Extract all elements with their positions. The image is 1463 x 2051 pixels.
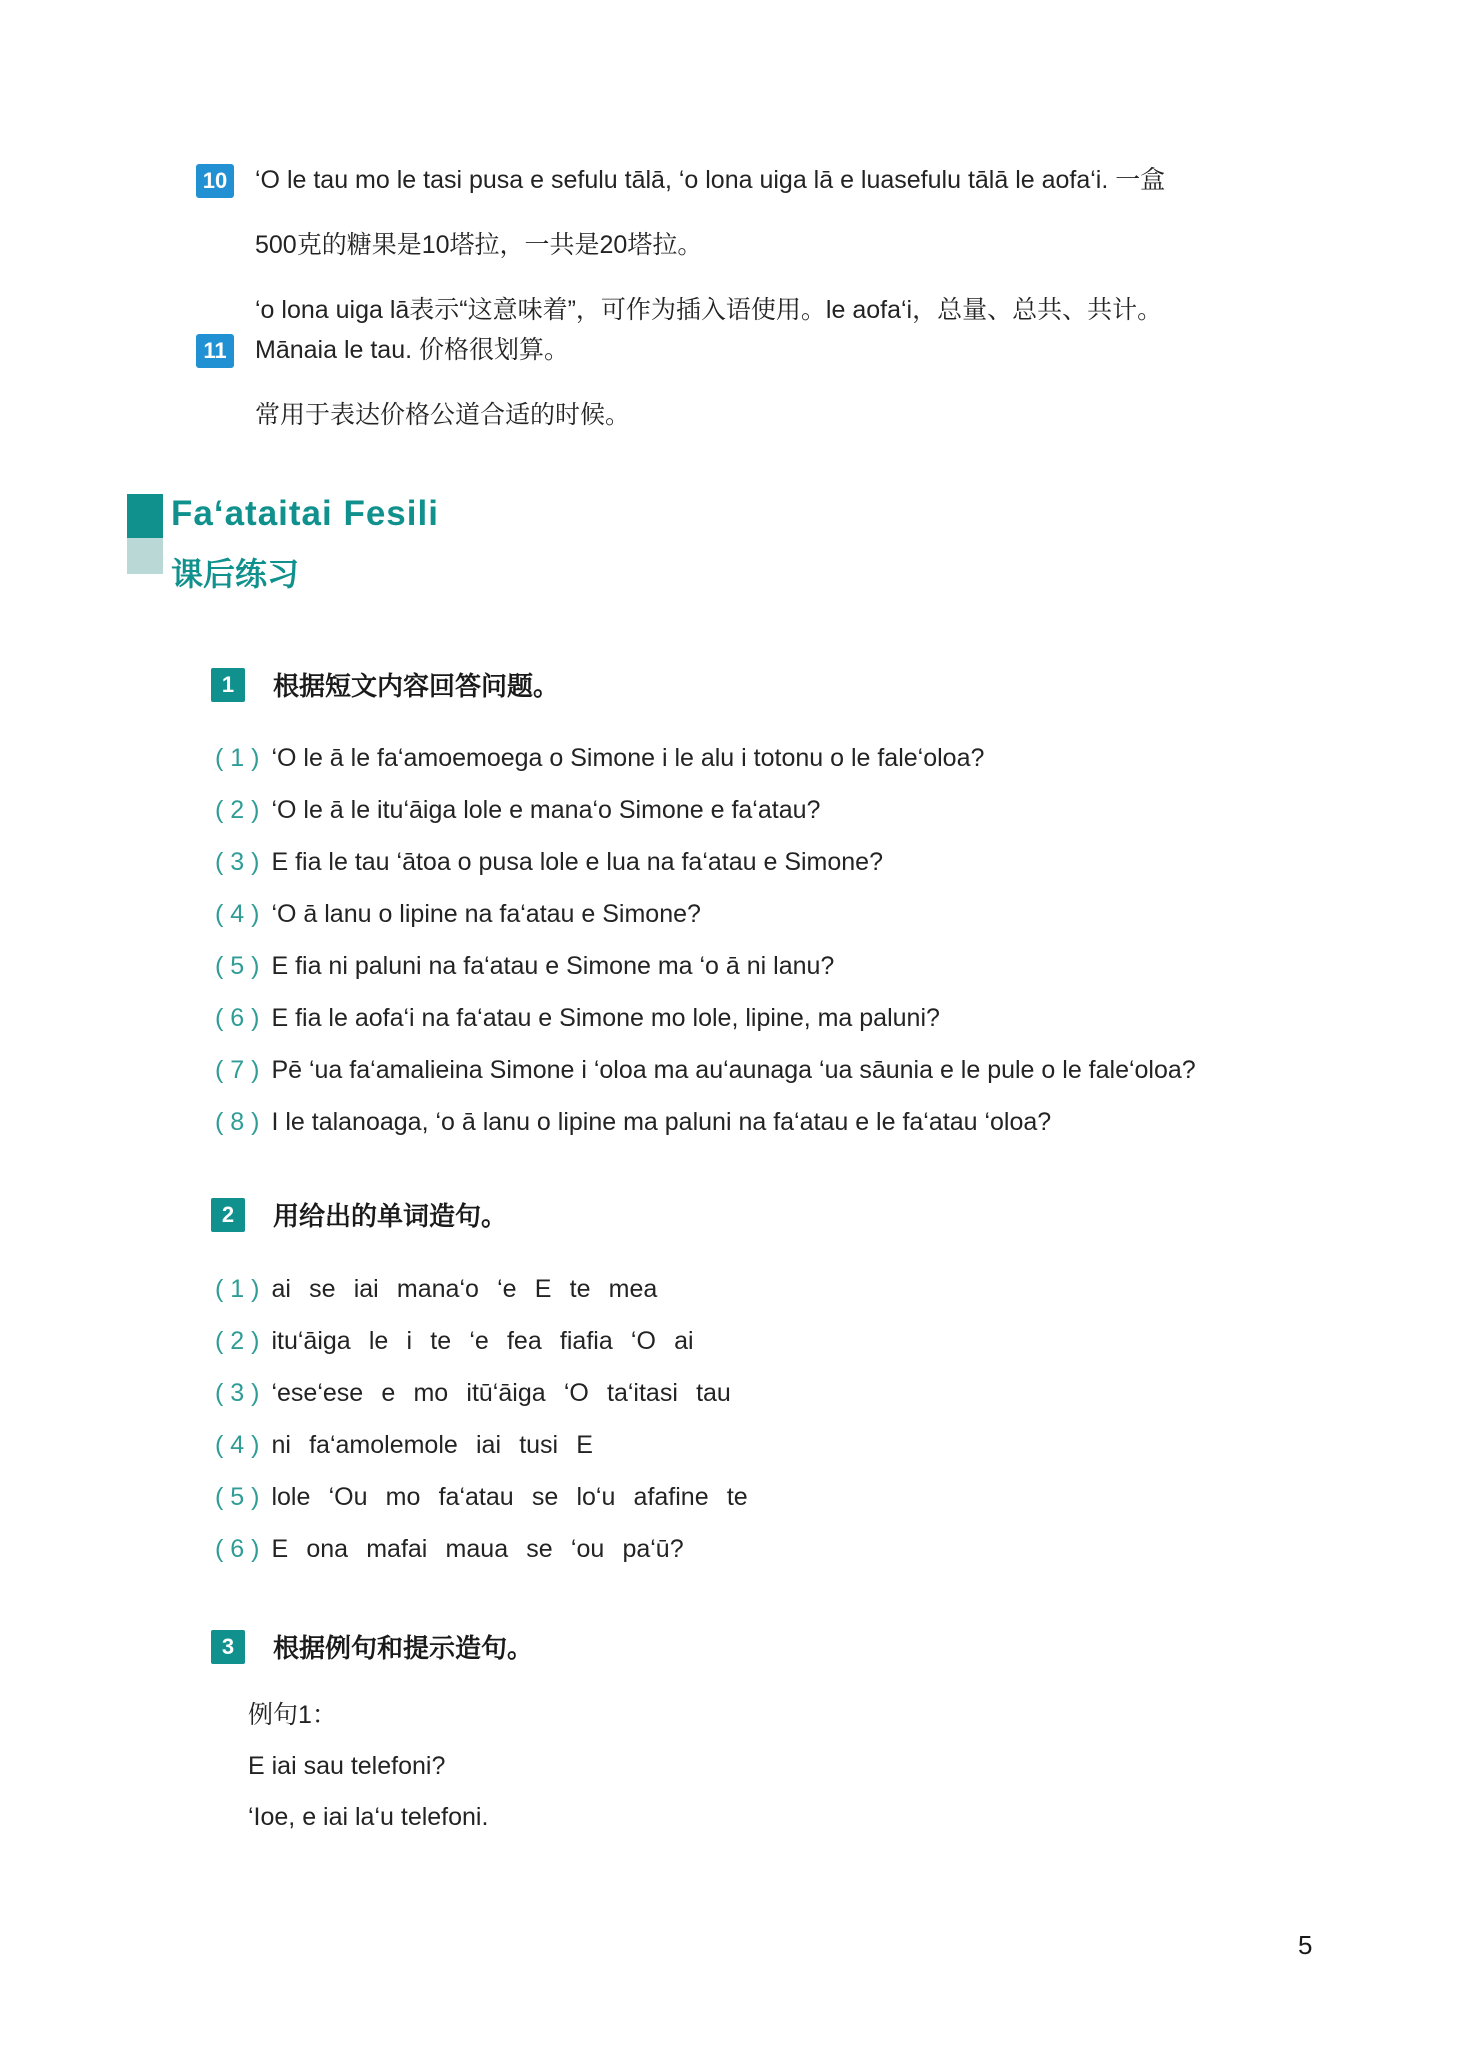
- question-item: [215, 784, 1196, 836]
- exercise-number-badge: 1: [211, 668, 245, 702]
- question-item: [215, 1044, 1196, 1096]
- note-number-badge: 10: [196, 164, 234, 198]
- question-number: ( 2 ): [215, 795, 260, 824]
- scramble-item: [215, 1471, 748, 1523]
- note-10-line-1: ‘O le tau mo le tasi pusa e sefulu tālā, ‘o lona uiga lā e luasefulu tālā le aofa‘i. 一盒: [255, 166, 1166, 194]
- item-number: ( 2 ): [215, 1326, 260, 1355]
- question-number: ( 1 ): [215, 743, 260, 772]
- item-number: ( 3 ): [215, 1378, 260, 1407]
- exercise-number-badge: 2: [211, 1198, 245, 1232]
- question-number: ( 5 ): [215, 951, 260, 980]
- question-item: [215, 888, 1196, 940]
- question-text: E fia le aofa‘i na fa‘atau e Simone mo lole, lipine, ma paluni?: [271, 1003, 940, 1032]
- exercise-1-header: [211, 666, 559, 703]
- example-question: E iai sau telefoni?: [248, 1752, 446, 1780]
- note-11: [196, 318, 1385, 448]
- exercise-3-title: 根据例句和提示造句。: [273, 1633, 534, 1663]
- section-marker-dark-square: [127, 494, 163, 538]
- note-11-line-1: Mānaia le tau. 价格很划算。: [255, 336, 569, 364]
- note-number-badge: 11: [196, 334, 234, 368]
- exercise-2-item-list: [215, 1263, 748, 1575]
- scramble-item: [215, 1419, 748, 1471]
- example-label: 例句1：: [248, 1701, 337, 1729]
- question-item: [215, 732, 1196, 784]
- item-number: ( 6 ): [215, 1534, 260, 1563]
- section-title-samoan: Fa‘ataitai Fesili: [171, 494, 439, 533]
- exercise-3-header: [211, 1628, 533, 1665]
- item-words: ai se iai mana‘o ‘e E te mea: [271, 1274, 658, 1303]
- note-10-line-2: 500克的糖果是10塔拉，一共是20塔拉。: [255, 231, 703, 259]
- exercise-2-title: 用给出的单词造句。: [273, 1201, 508, 1231]
- note-10: [196, 148, 1385, 343]
- question-number: ( 7 ): [215, 1055, 260, 1084]
- scramble-item: [215, 1263, 748, 1315]
- question-number: ( 4 ): [215, 899, 260, 928]
- question-text: Pē ‘ua fa‘amalieina Simone i ‘oloa ma au‘aunaga ‘ua sāunia e le pule o le fale‘oloa?: [271, 1055, 1196, 1084]
- section-title-chinese: 课后练习: [171, 556, 300, 592]
- question-item: [215, 992, 1196, 1044]
- exercise-1-question-list: [215, 732, 1196, 1148]
- item-words: lole ‘Ou mo fa‘atau se lo‘u afafine te: [271, 1482, 748, 1511]
- exercise-3-example: [248, 1690, 488, 1843]
- note-body: [255, 148, 1385, 343]
- item-number: ( 5 ): [215, 1482, 260, 1511]
- section-header: [171, 492, 439, 594]
- note-11-explanation: 常用于表达价格公道合适的时候。: [255, 401, 631, 429]
- page-number: 5: [1298, 1930, 1313, 1960]
- exercise-2-header: [211, 1196, 507, 1233]
- question-text: ‘O le ā le itu‘āiga lole e mana‘o Simone e fa‘atau?: [271, 795, 821, 824]
- item-words: ni fa‘amolemole iai tusi E: [271, 1430, 593, 1459]
- exercise-1-title: 根据短文内容回答问题。: [273, 671, 560, 701]
- question-number: ( 3 ): [215, 847, 260, 876]
- question-item: [215, 940, 1196, 992]
- question-text: E fia le tau ‘ātoa o pusa lole e lua na fa‘atau e Simone?: [271, 847, 883, 876]
- item-number: ( 1 ): [215, 1274, 260, 1303]
- question-item: [215, 1096, 1196, 1148]
- scramble-item: [215, 1367, 748, 1419]
- exercise-number-badge: 3: [211, 1630, 245, 1664]
- question-item: [215, 836, 1196, 888]
- question-text: I le talanoaga, ‘o ā lanu o lipine ma paluni na fa‘atau e le fa‘atau ‘oloa?: [271, 1107, 1052, 1136]
- scramble-item: [215, 1315, 748, 1367]
- scramble-item: [215, 1523, 748, 1575]
- example-answer: ‘Ioe, e iai la‘u telefoni.: [248, 1803, 489, 1831]
- section-marker-light-square: [127, 538, 163, 574]
- question-text: E fia ni paluni na fa‘atau e Simone ma ‘o ā ni lanu?: [271, 951, 835, 980]
- question-number: ( 8 ): [215, 1107, 260, 1136]
- note-body: [255, 318, 1385, 448]
- item-words: E ona mafai maua se ‘ou pa‘ū?: [271, 1534, 684, 1563]
- item-number: ( 4 ): [215, 1430, 260, 1459]
- item-words: ‘ese‘ese e mo itū‘āiga ‘O ta‘itasi tau: [271, 1378, 731, 1407]
- question-text: ‘O le ā le fa‘amoemoega o Simone i le alu i totonu o le fale‘oloa?: [271, 743, 985, 772]
- note-10-explanation: ‘o lona uiga lā表示“这意味着”，可作为插入语使用。le aofa‘i，总量、总共、共计。: [255, 296, 1163, 324]
- section-marker: [127, 494, 163, 574]
- question-number: ( 6 ): [215, 1003, 260, 1032]
- item-words: itu‘āiga le i te ‘e fea fiafia ‘O ai: [271, 1326, 694, 1355]
- question-text: ‘O ā lanu o lipine na fa‘atau e Simone?: [271, 899, 701, 928]
